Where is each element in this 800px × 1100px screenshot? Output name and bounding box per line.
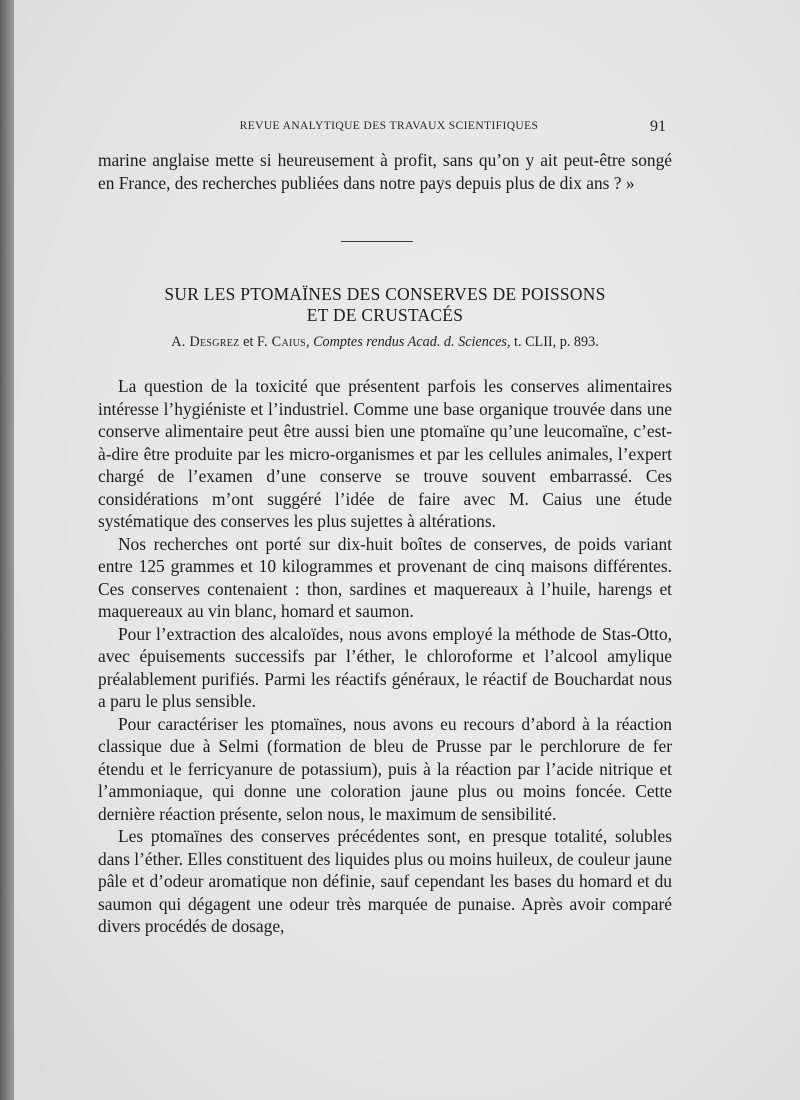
byline-journal: Comptes rendus Acad. d. Sciences — [313, 334, 507, 350]
section-separator-rule — [341, 241, 413, 242]
article-title-line-1: SUR LES PTOMAÏNES DES CONSERVES DE POISSONS — [164, 284, 606, 304]
scan-shadow-edge — [0, 0, 14, 1100]
continued-paragraph: marine anglaise mette si heureusement à profit, sans qu’on y ait peut-être songé en France, des recherches publiées dans notre pays depuis plus de dix ans ? » — [98, 150, 672, 193]
article-title-line-2: ET DE CRUSTACÉS — [306, 305, 464, 325]
body-paragraph-5: Les ptomaïnes des conserves précédentes sont, en presque totalité, solubles dans l’éther. Elles constituent des liquides plus ou moins huileux, de couleur jaune pâle et d’odeur aromatique non définie, sauf cependant les bases du homard et du saumon qui dégagent une odeur très marquée de punaise. Après avoir comparé divers procédés de dosage, — [98, 826, 672, 936]
byline-volume: , t. CLII, p. 893. — [506, 334, 599, 350]
article-body — [98, 375, 672, 938]
article-title — [98, 284, 672, 325]
byline-conjunction: et — [239, 334, 257, 350]
running-head — [14, 120, 800, 136]
byline-separator: , — [305, 334, 314, 350]
continued-paragraph-block — [98, 149, 672, 194]
byline-author-2: F. Caius — [256, 334, 306, 350]
body-paragraph-4: Pour caractériser les ptomaïnes, nous avons eu recours d’abord à la réaction classique due à Selmi (formation de bleu de Prusse par le perchlorure de fer étendu et le ferricyanure de potassium), puis à la réaction par l’acide nitrique et l’ammoniaque, qui donne une coloration jaune plus ou moins foncée. Cette dernière réaction présente, selon nous, le maximum de sensibilité. — [98, 713, 672, 824]
page-number: 91 — [650, 118, 666, 135]
book-page — [14, 0, 800, 1100]
running-head-title: REVUE ANALYTIQUE DES TRAVAUX SCIENTIFIQUES — [239, 120, 539, 132]
body-paragraph-2: Nos recherches ont porté sur dix-huit boîtes de conserves, de poids variant entre 125 grammes et 10 kilogrammes et provenant de cinq maisons différentes. Ces conserves contenaient : thon, sardines et maquereaux à l’huile, harengs et maquereaux au vin blanc, homard et saumon. — [98, 533, 672, 621]
byline-author-1: A. Desgrez — [171, 334, 240, 350]
body-paragraph-3: Pour l’extraction des alcaloïdes, nous avons employé la méthode de Stas-Otto, avec épuisements successifs par l’éther, le chloroforme et l’alcool amylique préalablement purifiés. Parmi les réactifs généraux, le réactif de Bouchardat nous a paru le plus sensible. — [98, 623, 672, 711]
article-byline — [98, 333, 672, 351]
body-paragraph-1: La question de la toxicité que présentent parfois les conserves alimentaires intéresse l’hygiéniste et l’industriel. Comme une base organique trouvée dans une conserve alimentaire peut être aussi bien une ptomaïne qu’une leucomaïne, c’est-à-dire être produite par les micro-organismes et par les cellules animales, l’expert chargé de l’examen d’une conserve se trouve souvent embarrassé. Ces considérations m’ont suggéré l’idée de faire avec M. Caius une étude systématique des conserves les plus sujettes à altérations. — [98, 376, 672, 531]
